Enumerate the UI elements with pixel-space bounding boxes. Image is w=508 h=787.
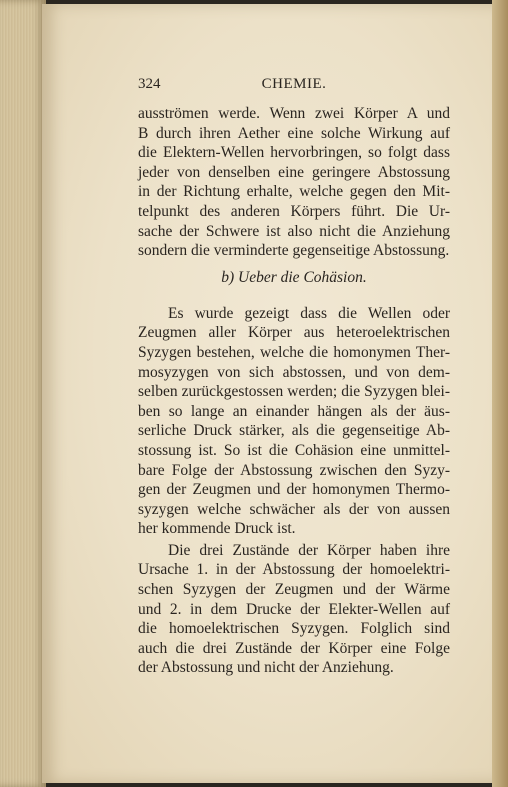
text-line: in der Richtung erhalte, welche gegen den Mit- — [138, 183, 450, 201]
text-line: schen Syzygen der Zeugmen und der Wärme — [138, 581, 450, 599]
text-line: der Abstossung und nicht der Anziehung. — [138, 659, 394, 677]
body-text — [138, 104, 450, 678]
text-line: mosyzygen von sich abstossen, und von dem- — [138, 363, 450, 381]
text-line: auch die drei Zustände der Körper eine Folge — [138, 639, 450, 657]
paragraph-3 — [138, 541, 450, 678]
page-number: 324 — [138, 76, 161, 92]
text-line: stossung ist. So ist die Cohäsion eine unmittel- — [138, 441, 450, 459]
right-page-edge — [492, 0, 508, 787]
text-line: jeder von denselben eine geringere Abstossung — [138, 163, 450, 181]
text-line: her kommende Druck ist. — [138, 520, 296, 538]
text-line: sache der Schwere ist also nicht die Anziehung — [138, 222, 450, 240]
text-line: Syzygen bestehen, welche die homonymen Ther- — [138, 343, 450, 361]
text-line: Ursache 1. in der Abstossung der homoelektri- — [138, 561, 450, 579]
section-heading: b) Ueber die Cohäsion. — [221, 268, 367, 286]
text-line: gen der Zeugmen und der homonymen Thermo- — [138, 481, 450, 499]
page-edges — [0, 0, 46, 787]
text-line: ausströmen werde. Wenn zwei Körper A und — [138, 105, 450, 122]
text-line: ben so lange an einander hängen als der äus- — [138, 402, 450, 420]
paragraph-1 — [138, 104, 450, 261]
text-line: selben zurückgestossen werden; die Syzygen blei- — [138, 383, 450, 401]
running-head: CHEMIE. — [261, 76, 327, 92]
paragraph-2 — [138, 304, 450, 539]
text-line: syzygen welche schwächer als der von aussen — [138, 500, 450, 518]
text-line: bare Folge der Abstossung zwischen den Syzy- — [138, 461, 450, 479]
text-line: Zeugmen aller Körper aus heteroelektrischen — [138, 324, 450, 342]
text-line: die Elektern-Wellen hervorbringen, so folgt dass — [138, 144, 450, 162]
text-line: B durch ihren Aether eine solche Wirkung auf — [138, 124, 450, 142]
text-line: und 2. in dem Drucke der Elekter-Wellen auf — [138, 600, 450, 618]
text-line: sondern die verminderte gegenseitige Abstossung. — [138, 242, 450, 260]
text-line: die homoelektrischen Syzygen. Folglich sind — [138, 620, 450, 638]
text-line: serliche Druck stärker, als die gegenseitige Ab- — [138, 422, 450, 440]
text-line: Es wurde gezeigt dass die Wellen oder — [168, 304, 450, 322]
text-line: Die drei Zustände der Körper haben ihre — [168, 541, 450, 559]
text-line: telpunkt des anderen Körpers führt. Die Ur- — [138, 202, 450, 220]
